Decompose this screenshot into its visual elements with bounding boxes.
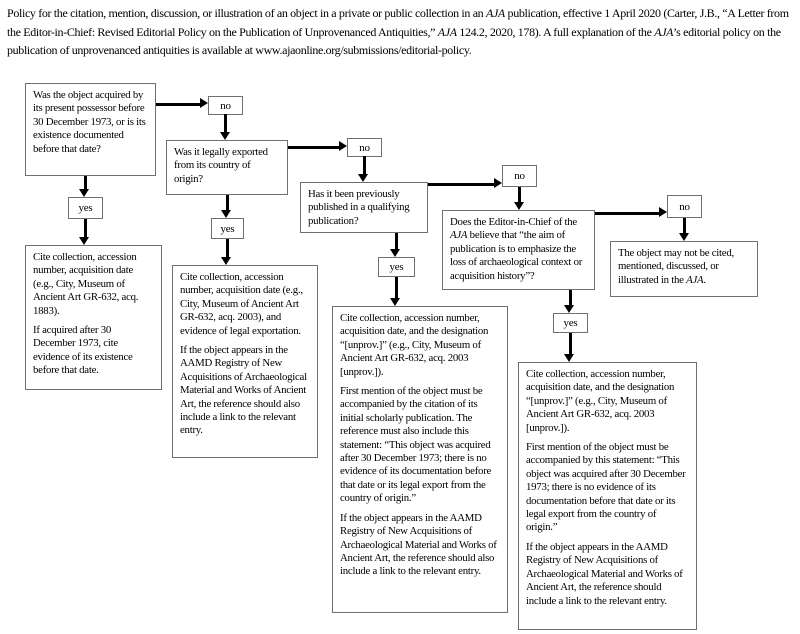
outcome-cite-unprov-published [332, 306, 508, 613]
outcome-cite-collection-1883 [25, 245, 162, 390]
outcome-paragraph: If the object appears in the AAMD Registry of New Acquisitions of Archaeological Material and Works of Ancient Art, the reference should also include a link to the relevant entry. [180, 344, 307, 437]
question-text-segment: Does the Editor-in-Chief of the [450, 216, 577, 228]
question-legally-exported [166, 140, 288, 195]
outcome-paragraph: First mention of the object must be accompanied by this statement: “This object was acquired after 30 December 1973; there is no evidence of its documentation before that date or its legal export from the country of origin.” [526, 441, 686, 534]
outcome-text-segment: The object may not be cited, mentioned, discussed, or illustrated in the [618, 247, 734, 286]
label-yes-4 [553, 313, 588, 333]
header-text-segment-italic: AJA [437, 24, 457, 39]
arrow-no2-to-q3 [363, 156, 366, 174]
arrow-q1-to-no1 [156, 103, 200, 106]
label-yes-2 [211, 218, 244, 239]
question-text [450, 216, 587, 283]
question-text-segment-italic: AJA [450, 229, 468, 242]
arrow-yes2-to-outcome2 [226, 239, 229, 257]
label-no-3 [502, 165, 537, 187]
outcome-cite-legal-exportation [172, 265, 318, 458]
question-previously-published [300, 182, 428, 233]
arrow-yes3-to-outcome3 [395, 277, 398, 298]
policy-header [7, 4, 797, 60]
header-text-segment-italic: AJA [654, 24, 674, 39]
label-no-4 [667, 195, 702, 218]
outcome-paragraph [618, 247, 750, 287]
outcome-paragraph: Cite collection, accession number, acquisition date (e.g., City, Museum of Ancient Art GR-632, acq. 1883). [33, 251, 139, 317]
header-text-segment: publication, effective 1 April 2020 (Carter, J.B., “A Letter from the Editor-in-Chief: Revised Editorial Policy on the Publication of Unprovenanced Antiquities,” [7, 6, 789, 39]
outcome-paragraph: Cite collection, accession number, acquisition date (e.g., City, Museum of Ancient Art GR-632, acq. 2003), and evidence of legal exportation. [180, 271, 303, 337]
arrow-q4-to-no4 [595, 212, 659, 215]
arrow-q4-to-yes4 [569, 290, 572, 305]
header-text-segment-italic: AJA [485, 6, 505, 20]
arrow-q3-to-yes3 [395, 233, 398, 249]
arrow-no1-to-q2 [224, 114, 227, 132]
label-text: yes [563, 317, 578, 329]
outcome-paragraph: If acquired after 30 December 1973, cite evidence of its existence before that date. [33, 324, 133, 377]
outcome-may-not-be-cited [610, 241, 758, 297]
arrow-yes4-to-outcome4 [569, 333, 572, 354]
label-text: no [514, 170, 525, 182]
outcome-paragraph: First mention of the object must be accompanied by the citation of its initial scholarly publication. The reference must also include this statement: “This object was acquired after 30 December 1973; there is no evidence of its documentation before that date or its legal export from the country of origin.” [340, 385, 492, 505]
arrow-no3-to-q4 [518, 187, 521, 202]
header-text-segment: Policy for the citation, mention, discussion, or illustration of an object in a private or public collection in an [7, 6, 486, 20]
arrow-no4-to-outcome5 [683, 218, 686, 233]
arrow-q2-to-no2 [288, 146, 339, 149]
label-text: no [679, 200, 690, 213]
question-text: Has it been previously published in a qualifying publication? [308, 188, 410, 227]
arrow-q2-to-yes2 [226, 195, 229, 210]
label-no-1 [208, 96, 243, 115]
outcome-text-segment: . [703, 273, 706, 286]
question-text-segment: believe that “the aim of publication is to emphasize the loss of archaeological context or acquisition history”? [450, 229, 583, 282]
label-text: no [220, 99, 231, 112]
label-text: no [359, 141, 370, 154]
outcome-paragraph: Cite collection, accession number, acquisition date, and the designation “[unprov.]” (e.g., City, Museum of Ancient Art GR-632, acq. 2003 [unprov.]). [340, 312, 489, 378]
label-text: yes [220, 222, 235, 235]
arrow-q1-to-yes1 [84, 176, 87, 189]
arrow-q3-to-no3 [428, 183, 494, 186]
label-no-2 [347, 138, 382, 157]
header-text-segment: ’s editorial policy on the publication of unprovenanced antiquities is available at www.ajaonline.org/submissions/editorial-policy. [7, 24, 781, 57]
question-text: Was it legally exported from its country of origin? [174, 146, 268, 185]
label-text: yes [78, 202, 93, 214]
question-text: Was the object acquired by its present possessor before 30 December 1973, or is its existence documented before that date? [33, 89, 146, 155]
outcome-text-segment-italic: AJA [686, 273, 704, 286]
outcome-paragraph: If the object appears in the AAMD Registry of New Acquisitions of Archaeological Material and Works of Ancient Art, the reference should include a link to the relevant entry. [526, 540, 683, 607]
outcome-paragraph: Cite collection, accession number, acquisition date, and the designation “[unprov.]” (e.g., City, Museum of Ancient Art GR-632, acq. 2003 [unprov.]). [526, 368, 675, 434]
label-yes-1 [68, 197, 103, 219]
question-editor-in-chief-belief [442, 210, 595, 290]
header-text-segment: 124.2, 2020, 178). A full explanation of the [456, 24, 655, 39]
outcome-paragraph: If the object appears in the AAMD Registry of New Acquisitions of Archaeological Material and Works of Ancient Art, the reference should also include a link to the relevant entry. [340, 511, 497, 578]
label-yes-3 [378, 257, 415, 277]
question-acquired-before-1973 [25, 83, 156, 176]
outcome-cite-unprov-editor-approved [518, 362, 697, 630]
label-text: yes [389, 261, 404, 273]
arrow-yes1-to-outcome1 [84, 219, 87, 237]
